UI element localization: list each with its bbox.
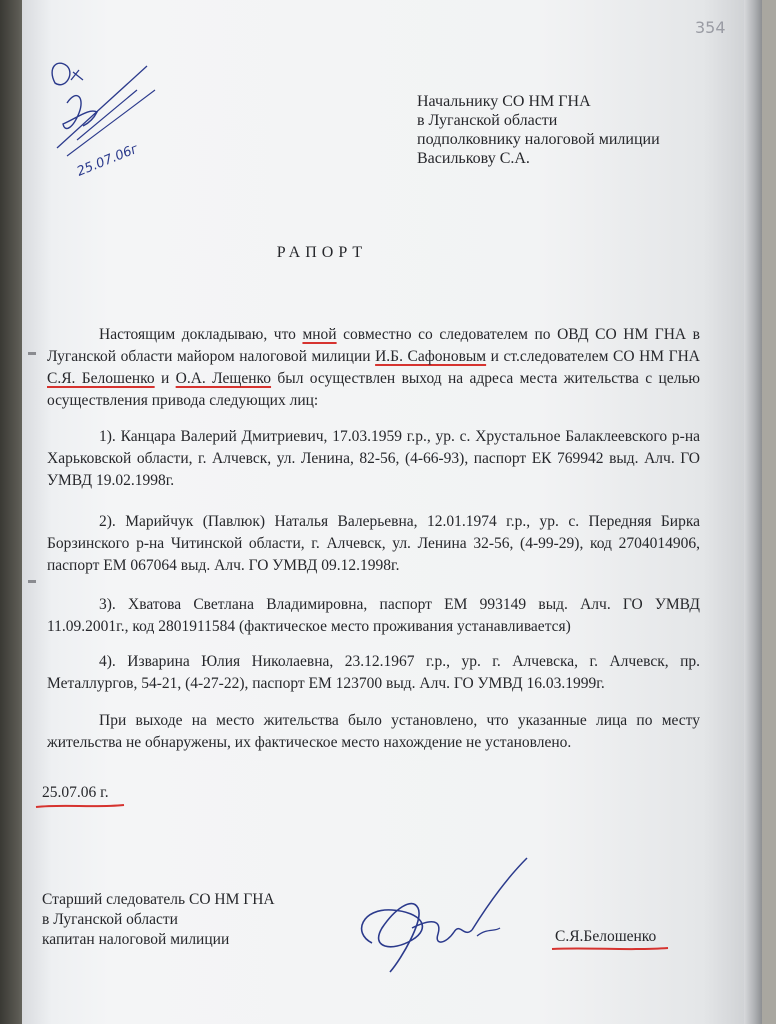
signature-block xyxy=(42,890,275,950)
hole-punch-mark xyxy=(28,580,36,583)
intro-text: Настоящим докладываю, что xyxy=(99,326,303,343)
person-entry-1: 1). Канцара Валерий Дмитриевич, 17.03.1959 г.р., ур. с. Хрустальное Балаклеевского р-на Харьковской области, г. Алчевск, ул. Ленина, 82-56, (4-66-93), паспорт ЕК 769942 выд. Алч. ГО УМВД 19.02.1998г. xyxy=(47,428,700,489)
underlined-name: О.А. Лещенко xyxy=(175,370,272,387)
page-number: 354 xyxy=(695,18,726,37)
intro-text: и xyxy=(154,370,176,387)
resolution-date: 25.07.06г xyxy=(74,141,141,180)
document-title: РАПОРТ xyxy=(276,244,368,261)
underlined-word: мной xyxy=(302,326,337,343)
handwritten-resolution xyxy=(37,28,167,188)
signer-position-line: в Луганской области xyxy=(42,911,178,928)
person-entry-4: 4). Изварина Юлия Николаевна, 23.12.1967 г.р., ур. г. Алчевска, г. Алчевск, пр. Металлургов, 54-21, (4-27-22), паспорт ЕМ 123700 выд. Алч. ГО УМВД 16.03.1999г. xyxy=(47,653,700,692)
outcome-paragraph: При выходе на место жительства было установлено, что указанные лица по месту жительства не обнаружены, их фактическое место нахождение не установлено. xyxy=(47,712,700,751)
person-entry-3: 3). Хватова Светлана Владимировна, паспорт ЕМ 993149 выд. Алч. ГО УМВД 11.09.2001г., код 2801911584 (фактическое место проживания устанавливается) xyxy=(47,596,700,635)
report-date: 25.07.06 г. xyxy=(42,784,109,801)
date-red-underline xyxy=(34,801,126,811)
underlined-name: С.Я. Белошенко xyxy=(47,370,155,387)
addressee-line: в Луганской области xyxy=(417,112,558,129)
intro-text: был осуществлен выход на адреса места жительства с целью осуществления привода следующих лиц: xyxy=(47,370,701,409)
addressee-line: подполковнику налоговой милиции xyxy=(417,131,660,148)
intro-paragraph xyxy=(47,324,700,412)
underlined-name: И.Б. Сафоновым xyxy=(375,348,487,365)
addressee-line: Начальнику СО НМ ГНА xyxy=(417,93,591,110)
addressee-block xyxy=(417,92,747,168)
addressee-line: Василькову С.А. xyxy=(417,150,530,167)
intro-text: совместно со следователем по ОВД СО НМ ГНА в Луганской области майором налоговой милиции xyxy=(47,326,700,365)
handwritten-signature xyxy=(342,848,542,978)
signer-red-underline xyxy=(550,946,670,952)
signer-position-line: капитан налоговой милиции xyxy=(42,931,230,948)
signer-name: С.Я.Белошенко xyxy=(555,928,657,945)
signer-position-line: Старший следователь СО НМ ГНА xyxy=(42,891,275,908)
person-entry-2: 2). Марийчук (Павлюк) Наталья Валерьевна, 12.01.1974 г.р., ур. с. Передняя Бирка Борзинского р-на Читинской области, г. Алчевск, ул. Ленина 32-56, (4-99-29), код 2704014906, паспорт ЕМ 067064 выд. Алч. ГО УМВД 09.12.1998г. xyxy=(47,513,700,574)
hole-punch-mark xyxy=(28,352,36,355)
intro-text: и ст.следователем СО НМ ГНА xyxy=(486,348,700,365)
document-page xyxy=(22,0,762,1024)
